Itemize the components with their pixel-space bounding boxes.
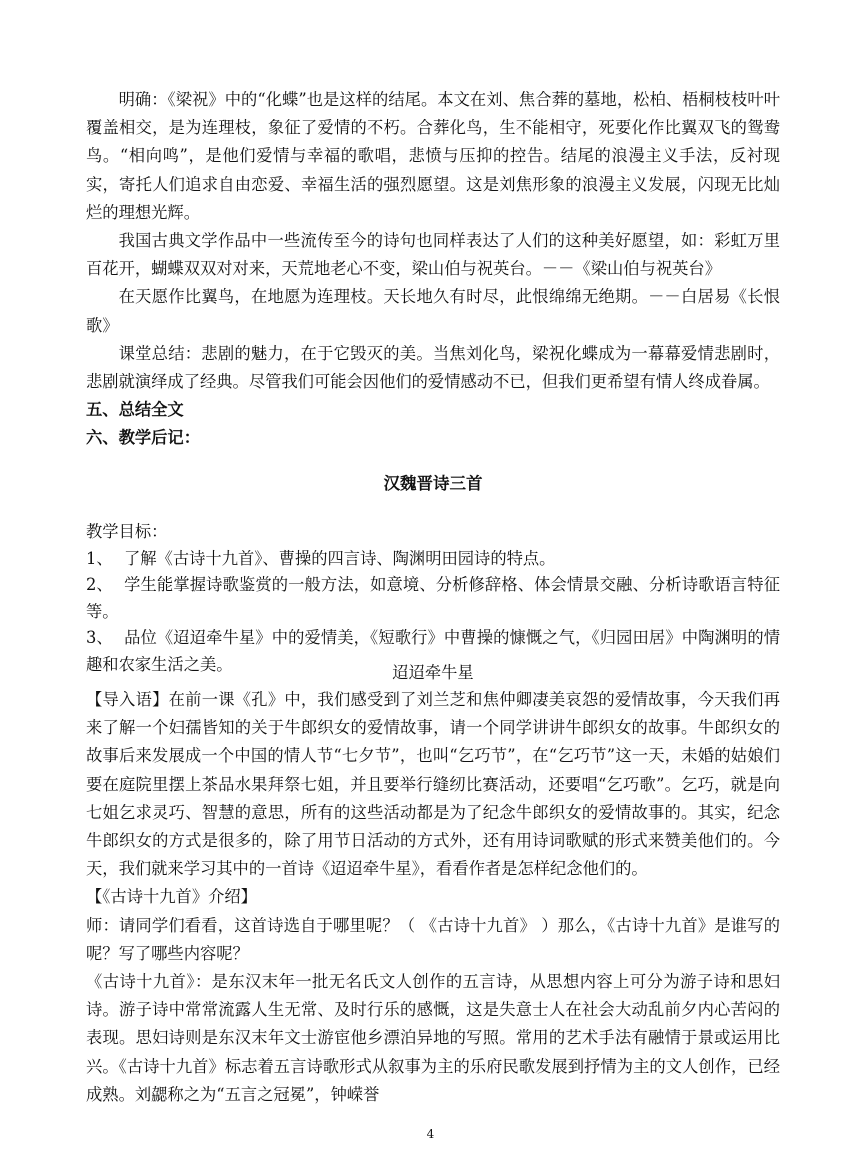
lesson-title: 汉魏晋诗三首 [383, 474, 483, 493]
objectives-label: 教学目标： [86, 522, 168, 541]
objective-item: 2、 学生能掌握诗歌鉴赏的一般方法，如意境、分析修辞格、体会情景交融、分析诗歌语言特征等。 [86, 575, 780, 621]
page-number: 4 [426, 1127, 435, 1141]
heading-postscript: 六、教学后记： [86, 428, 200, 447]
poem-subtitle: 迢迢牵牛星 [392, 663, 474, 682]
section-label-gushi: 【《古诗十九首》介绍】 [86, 887, 257, 907]
objective-item: 3、 品位《迢迢牵牛星》中的爱情美，《短歌行》中曹操的慷慨之气，《归园田居》中陶渊明的情趣和农家生活之美。 [86, 628, 780, 674]
teaching-objectives [86, 519, 780, 679]
heading-summary: 五、总结全文 [86, 400, 184, 419]
objective-item: 1、 了解《古诗十九首》、曹操的四言诗、陶渊明田园诗的特点。 [86, 548, 556, 568]
lesson-body [86, 686, 780, 1109]
paragraph-intro: 【导入语】在前一课《孔》中，我们感受到了刘兰芝和焦仲卿凄美哀怨的爱情故事，今天我们再来了解一个妇孺皆知的关于牛郎织女的爱情故事，请一个同学讲讲牛郎织女的故事。牛郎织女的故事后来发展成一个中国的情人节“七夕节”，也叫“乞巧节”，在“乞巧节”这一天，未婚的姑娘们要在庭院里摆上茶品水果拜祭七姐，并且要举行缝纫比赛活动，还要唱“乞巧歌”。乞巧，就是向七姐乞求灵巧、智慧的意思，所有的这些活动都是为了纪念牛郎织女的爱情故事的。其实，纪念牛郎织女的方式是很多的，除了用节日活动的方式外，还有用诗词歌赋的形式来赞美他们的。今天，我们就来学习其中的一首诗《迢迢牵牛星》，看看作者是怎样纪念他们的。 [86, 690, 780, 879]
paragraph-gushi-description: 《古诗十九首》：是东汉末年一批无名氏文人创作的五言诗，从思想内容上可分为游子诗和思妇诗。游子诗中常常流露人生无常、及时行乐的感慨，这是失意士人在社会大动乱前夕内心苦闷的表现。思妇诗则是东汉末年文士游宦他乡漂泊异地的写照。常用的艺术手法有融情于景或运用比兴。《古诗十九首》标志着五言诗歌形式从叙事为主的乐府民歌发展到抒情为主的文人创作，已经成熟。刘勰称之为“五言之冠冕”，钟嵘誉 [86, 972, 780, 1104]
paragraph-class-summary: 课堂总结：悲剧的魅力，在于它毁灭的美。当焦刘化鸟，梁祝化蝶成为一幕幕爱情悲剧时，悲剧就演绎成了经典。尽管我们可能会因他们的爱情感动不已，但我们更希望有情人终成眷属。 [86, 343, 780, 392]
paragraph-classic-poetry: 我国古典文学作品中一些流传至今的诗句也同样表达了人们的这种美好愿望，如：彩虹万里百花开，蝴蝶双双对对来，天荒地老心不变，梁山伯与祝英台。－－《梁山伯与祝英台》 [86, 231, 780, 279]
paragraph-explanation: 明确：《梁祝》中的“化蝶”也是这样的结尾。本文在刘、焦合葬的墓地，松柏、梧桐枝枝叶叶覆盖相交，是为连理枝，象征了爱情的不朽。合葬化鸟，生不能相守，死要化作比翼双飞的鸳鸯鸟。“相向鸣”，是他们爱情与幸福的歌唱，悲愤与压抑的控告。结尾的浪漫主义手法，反衬现实，寄托人们追求自由恋爱、幸福生活的强烈愿望。这是刘焦形象的浪漫主义发展，闪现无比灿烂的理想光辉。 [86, 90, 780, 222]
paragraph-changhen-quote: 在天愿作比翼鸟，在地愿为连理枝。天长地久有时尽，此恨绵绵无绝期。－－白居易《长恨歌》 [86, 287, 780, 335]
section-ending-discussion [86, 86, 780, 396]
paragraph-teacher-question: 师：请同学们看看，这首诗选自于哪里呢？（ 《古诗十九首》 ）那么，《古诗十九首》是谁写的呢？写了哪些内容呢？ [86, 915, 780, 963]
